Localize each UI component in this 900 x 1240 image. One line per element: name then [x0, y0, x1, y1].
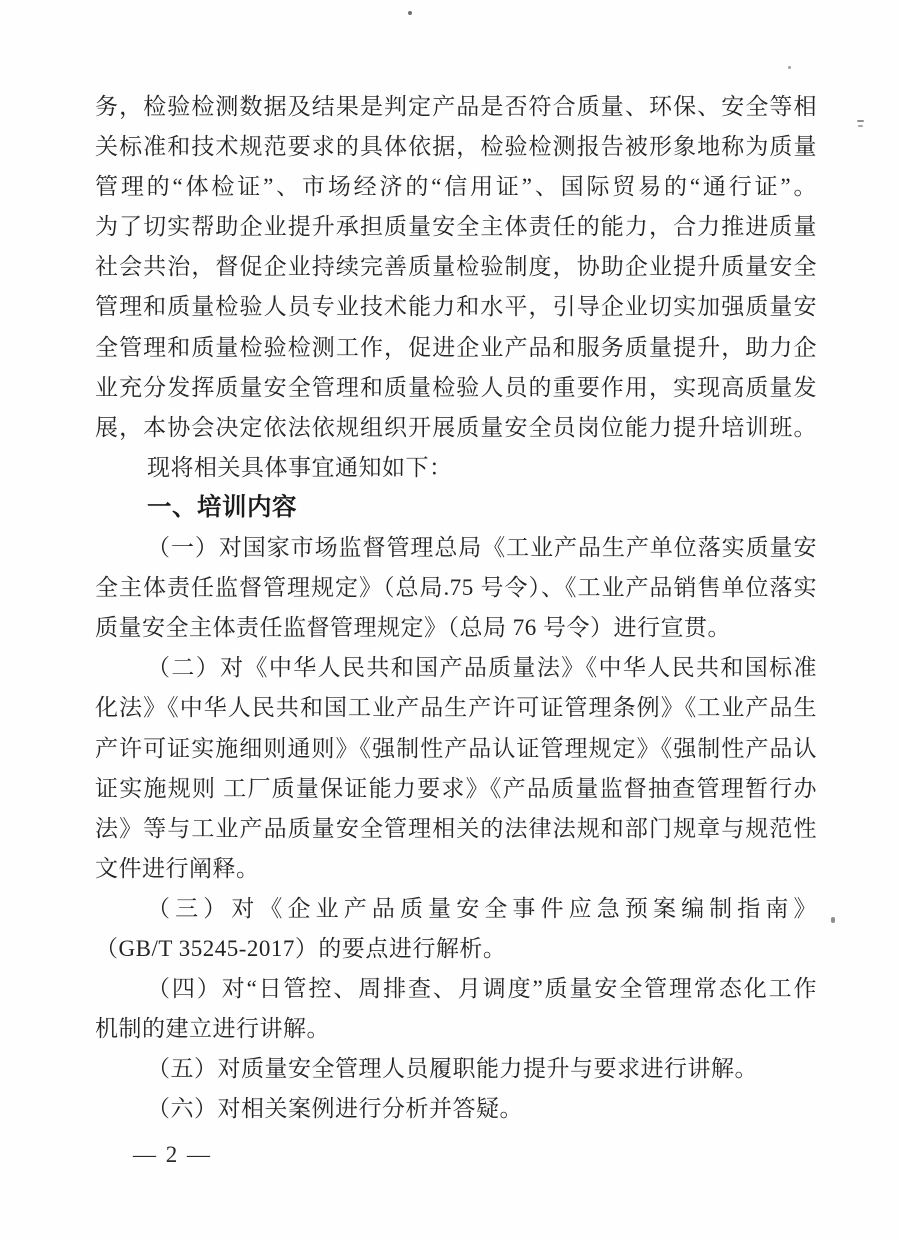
page-number: — 2 — — [133, 1142, 212, 1167]
scan-speck — [857, 120, 864, 122]
text-line: （二）对《中华人民共和国产品质量法》《中华人民共和国标准 — [147, 655, 817, 681]
scan-speck — [788, 66, 791, 69]
scan-speck — [858, 125, 863, 127]
text-line: 管理和质量检验人员专业技术能力和水平，引导企业切实加强质量安 — [95, 294, 817, 320]
text-line: （五）对质量安全管理人员履职能力提升与要求进行讲解。 — [147, 1056, 758, 1082]
text-line: 机制的建立进行讲解。 — [95, 1016, 330, 1042]
text-line: 为了切实帮助企业提升承担质量安全主体责任的能力，合力推进质量 — [95, 214, 817, 240]
text-line: 质量安全主体责任监督管理规定》（总局 76 号令）进行宣贯。 — [95, 615, 731, 641]
text-line: 务，检验检测数据及结果是判定产品是否符合质量、环保、安全等相 — [95, 94, 817, 119]
text-line: 关标准和技术规范要求的具体依据，检验检测报告被形象地称为质量 — [95, 134, 817, 160]
text-line: 文件进行阐释。 — [95, 855, 260, 881]
scan-speck — [831, 917, 835, 923]
text-line: 现将相关具体事宜通知如下： — [147, 454, 453, 480]
text-line: （六）对相关案例进行分析并答疑。 — [147, 1096, 523, 1122]
text-line: （一）对国家市场监督管理总局《工业产品生产单位落实质量安 — [147, 535, 817, 561]
text-line: 证实施规则 工厂质量保证能力要求》《产品质量监督抽查管理暂行办 — [95, 775, 817, 801]
text-line: （三）对《企业产品质量安全事件应急预案编制指南》 — [147, 895, 817, 921]
text-line: 社会共治，督促企业持续完善质量检验制度，协助企业提升质量安全 — [95, 254, 817, 280]
text-line: 产许可证实施细则通则》《强制性产品认证管理规定》《强制性产品认 — [95, 735, 817, 761]
text-line: （GB/T 35245-2017）的要点进行解析。 — [95, 935, 507, 961]
text-line: 全主体责任监督管理规定》（总局.75 号令）、《工业产品销售单位落实 — [95, 575, 817, 601]
scan-speck — [408, 11, 412, 15]
text-line: 全管理和质量检验检测工作，促进企业产品和服务质量提升，助力企 — [95, 334, 817, 360]
text-line: 业充分发挥质量安全管理和质量检验人员的重要作用，实现高质量发 — [95, 374, 817, 400]
text-line: 化法》《中华人民共和国工业产品生产许可证管理条例》《工业产品生 — [95, 695, 817, 721]
text-line: （四）对“日管控、周排查、月调度”质量安全管理常态化工作 — [147, 976, 817, 1002]
section-heading: 一、培训内容 — [147, 493, 297, 521]
text-line: 法》等与工业产品质量安全管理相关的法律法规和部门规章与规范性 — [95, 815, 817, 841]
document-lines — [95, 87, 817, 1129]
text-line: 展，本协会决定依法依规组织开展质量安全员岗位能力提升培训班。 — [95, 414, 817, 440]
text-line: 管理的“体检证”、市场经济的“信用证”、国际贸易的“通行证”。 — [95, 174, 817, 200]
